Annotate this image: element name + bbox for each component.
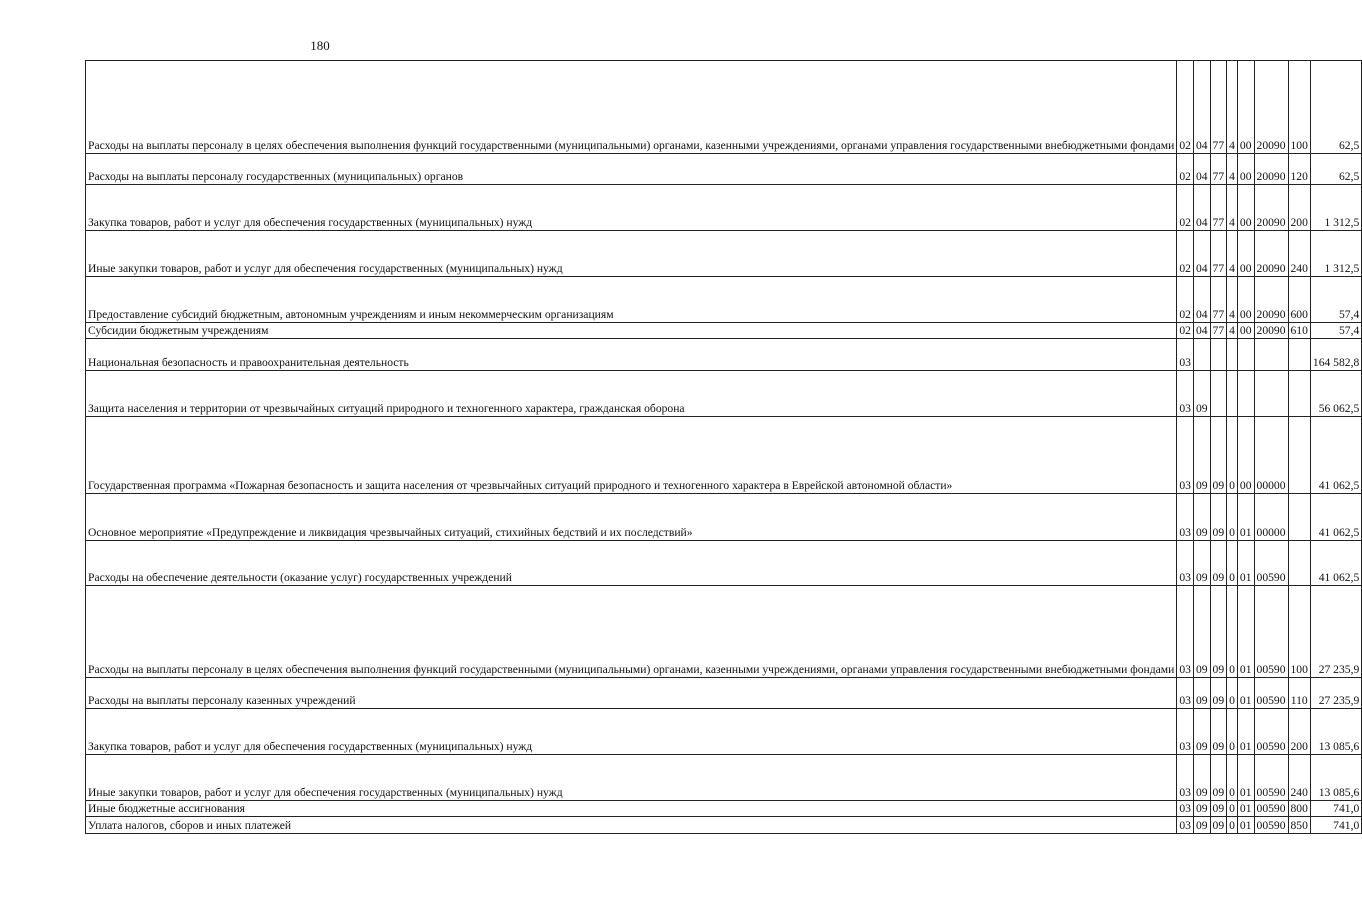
row-description: Государственная программа «Пожарная безопасность и защита населения от чрезвычайных ситуаций природного и техногенного характера в Еврейской автономной области» <box>86 417 1177 494</box>
row-description: Иные закупки товаров, работ и услуг для обеспечения государственных (муниципальных) нужд <box>86 755 1177 801</box>
section-code: 03 <box>1177 801 1194 817</box>
amount: 27 235,9 <box>1310 586 1361 678</box>
row-description: Национальная безопасность и правоохранительная деятельность <box>86 339 1177 371</box>
expense-direction-code: 00590 <box>1254 709 1288 755</box>
event-code: 01 <box>1237 817 1254 834</box>
subprogram-code: 0 <box>1227 417 1238 494</box>
budget-table <box>85 60 1362 834</box>
row-description: Расходы на выплаты персоналу государственных (муниципальных) органов <box>86 154 1177 185</box>
row-description: Расходы на выплаты персоналу в целях обеспечения выполнения функций государственными (муниципальными) органами, казенными учреждениями, органами управления государственными внебюджетными фондами <box>86 61 1177 154</box>
subsection-code: 09 <box>1193 755 1210 801</box>
subsection-code: 09 <box>1193 541 1210 586</box>
expense-type-code: 100 <box>1288 586 1310 678</box>
event-code: 01 <box>1237 494 1254 541</box>
expense-type-code <box>1288 494 1310 541</box>
subsection-code: 04 <box>1193 61 1210 154</box>
table-row <box>86 541 1362 586</box>
expense-direction-code: 20090 <box>1254 154 1288 185</box>
table-row <box>86 231 1362 277</box>
amount: 41 062,5 <box>1310 541 1361 586</box>
event-code: 00 <box>1237 154 1254 185</box>
row-description: Основное мероприятие «Предупреждение и ликвидация чрезвычайных ситуаций, стихийных бедствий и их последствий» <box>86 494 1177 541</box>
section-code: 03 <box>1177 541 1194 586</box>
row-description: Иные бюджетные ассигнования <box>86 801 1177 817</box>
subprogram-code: 0 <box>1227 678 1238 709</box>
row-description: Иные закупки товаров, работ и услуг для обеспечения государственных (муниципальных) нужд <box>86 231 1177 277</box>
row-description: Защита населения и территории от чрезвычайных ситуаций природного и техногенного характера, гражданская оборона <box>86 371 1177 417</box>
amount: 62,5 <box>1310 61 1361 154</box>
row-description: Расходы на выплаты персоналу в целях обеспечения выполнения функций государственными (муниципальными) органами, казенными учреждениями, органами управления государственными внебюджетными фондами <box>86 586 1177 678</box>
expense-type-code: 600 <box>1288 277 1310 323</box>
subprogram-code: 0 <box>1227 586 1238 678</box>
table-row <box>86 371 1362 417</box>
expense-type-code: 200 <box>1288 709 1310 755</box>
amount: 741,0 <box>1310 817 1361 834</box>
program-code: 77 <box>1210 185 1227 231</box>
row-description: Предоставление субсидий бюджетным, автономным учреждениям и иным некоммерческим организациям <box>86 277 1177 323</box>
expense-direction-code <box>1254 371 1288 417</box>
amount: 13 085,6 <box>1310 709 1361 755</box>
subsection-code: 04 <box>1193 185 1210 231</box>
subprogram-code: 4 <box>1227 277 1238 323</box>
table-row <box>86 586 1362 678</box>
event-code <box>1237 339 1254 371</box>
subsection-code: 04 <box>1193 277 1210 323</box>
amount: 41 062,5 <box>1310 417 1361 494</box>
expense-direction-code: 00000 <box>1254 417 1288 494</box>
program-code: 77 <box>1210 154 1227 185</box>
program-code: 09 <box>1210 755 1227 801</box>
row-description: Расходы на обеспечение деятельности (оказание услуг) государственных учреждений <box>86 541 1177 586</box>
subprogram-code: 4 <box>1227 154 1238 185</box>
section-code: 03 <box>1177 709 1194 755</box>
table-row <box>86 678 1362 709</box>
event-code: 01 <box>1237 755 1254 801</box>
expense-type-code: 200 <box>1288 185 1310 231</box>
section-code: 02 <box>1177 61 1194 154</box>
amount: 1 312,5 <box>1310 185 1361 231</box>
section-code: 03 <box>1177 371 1194 417</box>
subsection-code: 09 <box>1193 586 1210 678</box>
expense-direction-code: 00000 <box>1254 494 1288 541</box>
table-row <box>86 494 1362 541</box>
subprogram-code: 0 <box>1227 541 1238 586</box>
program-code: 77 <box>1210 277 1227 323</box>
event-code <box>1237 371 1254 417</box>
table-row <box>86 709 1362 755</box>
expense-direction-code: 00590 <box>1254 678 1288 709</box>
subsection-code: 09 <box>1193 417 1210 494</box>
amount: 13 085,6 <box>1310 755 1361 801</box>
subsection-code <box>1193 339 1210 371</box>
program-code: 09 <box>1210 709 1227 755</box>
subsection-code: 09 <box>1193 817 1210 834</box>
table-row <box>86 339 1362 371</box>
expense-type-code: 610 <box>1288 323 1310 339</box>
subsection-code: 09 <box>1193 801 1210 817</box>
section-code: 03 <box>1177 339 1194 371</box>
section-code: 03 <box>1177 755 1194 801</box>
expense-direction-code: 20090 <box>1254 231 1288 277</box>
subprogram-code: 0 <box>1227 494 1238 541</box>
program-code <box>1210 339 1227 371</box>
section-code: 02 <box>1177 277 1194 323</box>
program-code: 77 <box>1210 231 1227 277</box>
section-code: 03 <box>1177 586 1194 678</box>
amount: 741,0 <box>1310 801 1361 817</box>
subprogram-code: 4 <box>1227 323 1238 339</box>
amount: 57,4 <box>1310 277 1361 323</box>
subprogram-code: 4 <box>1227 185 1238 231</box>
expense-type-code <box>1288 541 1310 586</box>
amount: 56 062,5 <box>1310 371 1361 417</box>
expense-direction-code: 00590 <box>1254 801 1288 817</box>
row-description: Закупка товаров, работ и услуг для обеспечения государственных (муниципальных) нужд <box>86 185 1177 231</box>
event-code: 00 <box>1237 185 1254 231</box>
subsection-code: 04 <box>1193 154 1210 185</box>
expense-direction-code: 20090 <box>1254 277 1288 323</box>
amount: 27 235,9 <box>1310 678 1361 709</box>
section-code: 03 <box>1177 417 1194 494</box>
subprogram-code <box>1227 371 1238 417</box>
expense-direction-code: 00590 <box>1254 541 1288 586</box>
program-code: 09 <box>1210 678 1227 709</box>
expense-type-code: 240 <box>1288 755 1310 801</box>
event-code: 01 <box>1237 801 1254 817</box>
event-code: 00 <box>1237 61 1254 154</box>
expense-type-code <box>1288 371 1310 417</box>
subprogram-code: 4 <box>1227 231 1238 277</box>
section-code: 03 <box>1177 817 1194 834</box>
section-code: 03 <box>1177 494 1194 541</box>
event-code: 01 <box>1237 709 1254 755</box>
event-code: 00 <box>1237 231 1254 277</box>
subsection-code: 09 <box>1193 678 1210 709</box>
expense-direction-code: 00590 <box>1254 755 1288 801</box>
expense-type-code: 800 <box>1288 801 1310 817</box>
section-code: 02 <box>1177 323 1194 339</box>
subprogram-code: 0 <box>1227 755 1238 801</box>
subsection-code: 04 <box>1193 231 1210 277</box>
subprogram-code: 0 <box>1227 709 1238 755</box>
program-code <box>1210 371 1227 417</box>
program-code: 09 <box>1210 541 1227 586</box>
section-code: 02 <box>1177 154 1194 185</box>
event-code: 01 <box>1237 678 1254 709</box>
event-code: 00 <box>1237 323 1254 339</box>
program-code: 09 <box>1210 586 1227 678</box>
subsection-code: 09 <box>1193 371 1210 417</box>
row-description: Расходы на выплаты персоналу казенных учреждений <box>86 678 1177 709</box>
expense-direction-code: 20090 <box>1254 61 1288 154</box>
row-description: Закупка товаров, работ и услуг для обеспечения государственных (муниципальных) нужд <box>86 709 1177 755</box>
table-row <box>86 277 1362 323</box>
table-row <box>86 61 1362 154</box>
expense-type-code: 120 <box>1288 154 1310 185</box>
program-code: 09 <box>1210 494 1227 541</box>
program-code: 09 <box>1210 801 1227 817</box>
expense-type-code: 110 <box>1288 678 1310 709</box>
program-code: 09 <box>1210 817 1227 834</box>
row-description: Субсидии бюджетным учреждениям <box>86 323 1177 339</box>
expense-type-code: 240 <box>1288 231 1310 277</box>
expense-direction-code <box>1254 339 1288 371</box>
table-row <box>86 817 1362 834</box>
program-code: 77 <box>1210 323 1227 339</box>
subprogram-code: 4 <box>1227 61 1238 154</box>
subprogram-code: 0 <box>1227 817 1238 834</box>
section-code: 02 <box>1177 231 1194 277</box>
event-code: 01 <box>1237 541 1254 586</box>
table-row <box>86 185 1362 231</box>
expense-direction-code: 00590 <box>1254 586 1288 678</box>
expense-type-code <box>1288 339 1310 371</box>
subprogram-code: 0 <box>1227 801 1238 817</box>
event-code: 00 <box>1237 417 1254 494</box>
amount: 57,4 <box>1310 323 1361 339</box>
subsection-code: 04 <box>1193 323 1210 339</box>
amount: 41 062,5 <box>1310 494 1361 541</box>
subsection-code: 09 <box>1193 494 1210 541</box>
expense-direction-code: 20090 <box>1254 323 1288 339</box>
subprogram-code <box>1227 339 1238 371</box>
table-row <box>86 417 1362 494</box>
program-code: 77 <box>1210 61 1227 154</box>
table-row <box>86 755 1362 801</box>
event-code: 01 <box>1237 586 1254 678</box>
expense-type-code <box>1288 417 1310 494</box>
subsection-code: 09 <box>1193 709 1210 755</box>
amount: 62,5 <box>1310 154 1361 185</box>
amount: 164 582,8 <box>1310 339 1361 371</box>
table-row <box>86 154 1362 185</box>
program-code: 09 <box>1210 417 1227 494</box>
amount: 1 312,5 <box>1310 231 1361 277</box>
expense-direction-code: 20090 <box>1254 185 1288 231</box>
table-row <box>86 323 1362 339</box>
section-code: 03 <box>1177 678 1194 709</box>
event-code: 00 <box>1237 277 1254 323</box>
expense-direction-code: 00590 <box>1254 817 1288 834</box>
table-row <box>86 801 1362 817</box>
page-number: 180 <box>310 38 330 53</box>
row-description: Уплата налогов, сборов и иных платежей <box>86 817 1177 834</box>
expense-type-code: 100 <box>1288 61 1310 154</box>
section-code: 02 <box>1177 185 1194 231</box>
expense-type-code: 850 <box>1288 817 1310 834</box>
